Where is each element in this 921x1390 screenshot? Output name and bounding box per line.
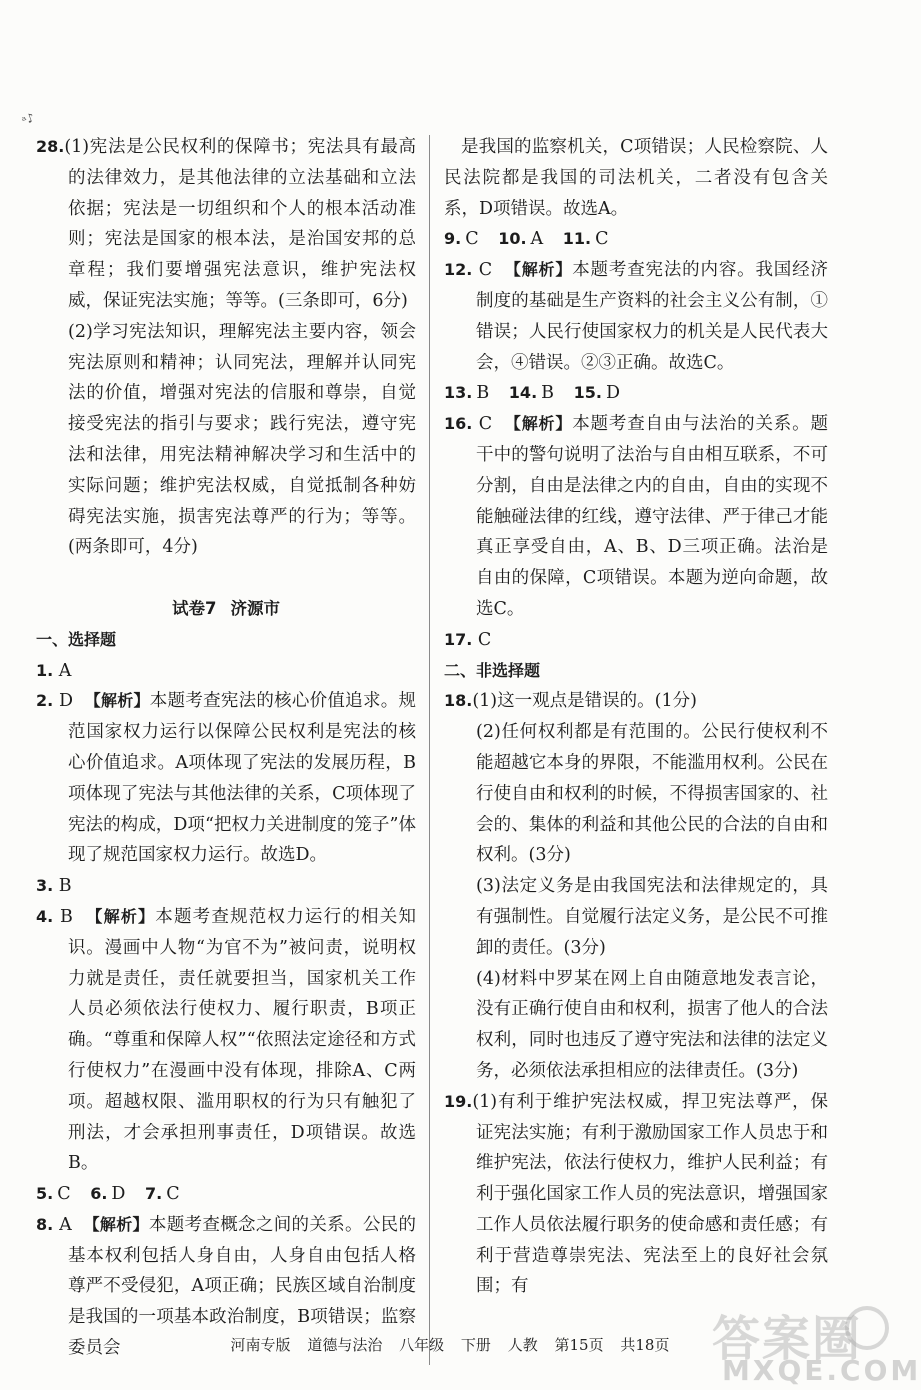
q8-answer: 8. A 【解析】本题考查概念之间的关系。公民的基本权利包括人身自由，人身自由包括人格尊严不受侵犯，A项正确；民族区域自治制度是我国的一项基本政治制度，B项错误；监察委员会 (36, 1214, 416, 1359)
q4-answer: 4. B 【解析】本题考查规范权力运行的相关知识。漫画中人物“为官不为”被问责，说明权力就是责任，责任就要担当，国家机关工作人员必须依法行使权力、履行职责，B项正确。“尊重和保障人权”“依照法定途径和方式行使权力”在漫画中没有体现，排除A、C两项。超越权限、滥用职权的行为只有触犯了刑法，才会承担刑事责任，D项错误。故选B。 (36, 906, 416, 1174)
q9-11-answers: 9. C 10. A 11. C (444, 229, 609, 250)
q28-part1: 28.(1)宪法是公民权利的保障书；宪法具有最高的法律效力，是其他法律的立法基础和立法依据；宪法是一切组织和个人的根本活动准则；宪法是国家的根本法，是治国安邦的总章程；我们要增强宪法意识，维护宪法权威，保证宪法实施；等等。(三条即可，6分) (36, 137, 416, 311)
section-nonchoice-heading: 二、非选择题 (444, 660, 541, 680)
footer-edition: 河南专版 (230, 1336, 291, 1354)
footer-page: 第15页 (554, 1336, 604, 1354)
q8-continued: 是我国的监察机关，C项错误；人民检察院、人民法院都是我国的司法机关，二者没有包含关系，D项错误。故选A。 (444, 137, 828, 219)
right-column (444, 132, 828, 1302)
q28-part2: (2)学习宪法知识，理解宪法主要内容，领会宪法原则和精神；认同宪法，理解并认同宪法的价值，增强对宪法的信服和尊崇，自觉接受宪法的指引与要求；践行宪法，遵守宪法和法律，用宪法精神解决学习和生活中的实际问题；维护宪法权威，自觉抵制各种妨碍宪法实施，损害宪法尊严的行为；等等。(两条即可，4分) (68, 321, 416, 558)
q18-part4: (4)材料中罗某在网上自由随意地发表言论，没有正确行使自由和权利，损害了他人的合法权利，同时也违反了遵守宪法和法律的法定义务，必须依法承担相应的法律责任。(3分) (476, 968, 828, 1081)
column-divider (429, 135, 430, 1365)
watermark-logo: 答案圈 (712, 1311, 863, 1367)
section-choice-heading: 一、选择题 (36, 629, 117, 649)
q5-7-answers: 5. C 6. D 7. C (36, 1184, 180, 1205)
q12-answer: 12. C 【解析】本题考查宪法的内容。我国经济制度的基础是生产资料的社会主义公有制，①错误；人民行使国家权力的机关是人民代表大会，④错误。②③正确。故选C。 (444, 260, 828, 373)
footer-publisher: 人教 (507, 1336, 538, 1354)
q18-part1: 18.(1)这一观点是错误的。(1分) (444, 691, 697, 712)
corner-mark: ᵃ♪ (19, 110, 37, 128)
q2-answer: 2. D 【解析】本题考查宪法的核心价值追求。规范国家权力运行以保障公民权利是宪法的核心价值追求。A项体现了宪法的发展历程，B项体现了宪法与其他法律的关系，C项体现了宪法的构成，D项“把权力关进制度的笼子”体现了规范国家权力运行。故选D。 (36, 691, 416, 866)
q16-answer: 16. C 【解析】本题考查自由与法治的关系。题干中的警句说明了法治与自由相互联系，不可分割，自由是法律之内的自由，自由的实现不能触碰法律的红线，遵守法律、严于律己才能真正享受自由，A、B、D三项正确。法治是自由的保障，C项错误。本题为逆向命题，故选C。 (444, 414, 828, 619)
q17-answer: 17. C (444, 629, 492, 650)
section-title: 试卷7 济源市 (172, 598, 280, 618)
q18-part3: (3)法定义务是由我国宪法和法律规定的，具有强制性。自觉履行法定义务，是公民不可推卸的责任。(3分) (476, 876, 828, 958)
footer-grade: 八年级 (399, 1336, 445, 1354)
footer-volume: 下册 (460, 1336, 491, 1354)
q13-15-answers: 13. B 14. B 15. D (444, 383, 620, 404)
watermark-circle (845, 1306, 889, 1350)
q3-answer: 3. B (36, 876, 72, 897)
q1-answer: 1. A (36, 660, 72, 681)
watermark-url: MXQE.COM (722, 1354, 921, 1387)
footer-total: 共18页 (620, 1336, 670, 1354)
footer-subject: 道德与法治 (307, 1336, 383, 1354)
q19-part1: 19.(1)有利于维护宪法权威，捍卫宪法尊严，保证宪法实施；有利于激励国家工作人员忠于和维护宪法，依法行使权力，维护人民利益；有利于强化国家工作人员的宪法意识，增强国家工作人员依法履行职务的使命感和责任感；有利于营造尊崇宪法、宪法至上的良好社会氛围；有 (444, 1091, 828, 1297)
q18-part2: (2)任何权利都是有范围的。公民行使权利不能超越它本身的界限，不能滥用权利。公民在行使自由和权利的时候，不得损害国家的、社会的、集体的利益和其他公民的合法的自由和权利。(3分) (476, 722, 828, 866)
left-column (36, 132, 416, 1364)
